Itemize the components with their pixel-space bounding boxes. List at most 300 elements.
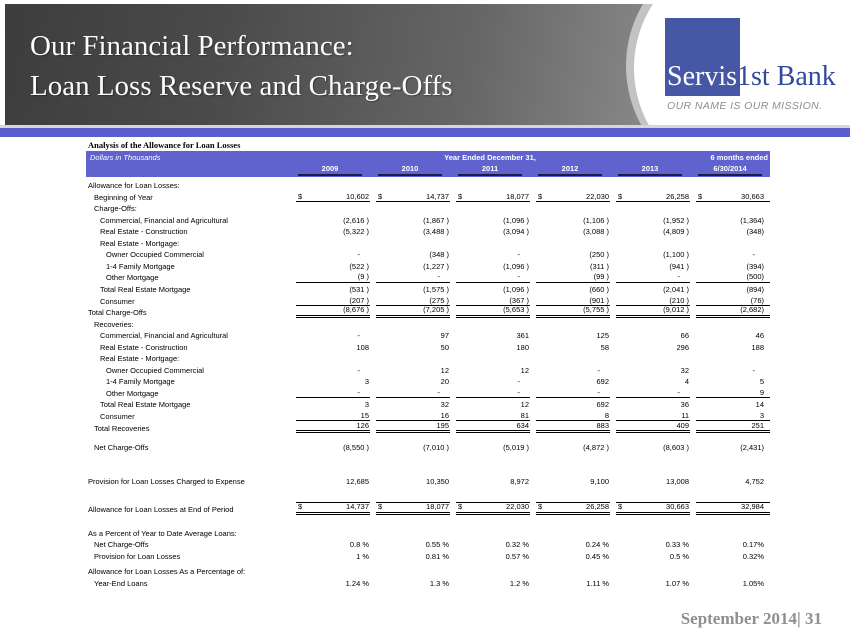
cell-value: (76) xyxy=(750,295,764,305)
table-cell-slot xyxy=(450,332,530,341)
table-cell xyxy=(536,367,610,376)
slide-title xyxy=(30,26,453,106)
cell-value: - xyxy=(517,387,520,397)
table-cell-slot xyxy=(610,378,690,387)
table-row xyxy=(86,410,770,422)
cell-value: 1.07 % xyxy=(665,579,689,589)
table-cell-slot xyxy=(450,217,530,226)
table-cell xyxy=(296,193,370,203)
table-row xyxy=(86,214,770,226)
table-cell-slot xyxy=(610,401,690,410)
cell-value: 409 xyxy=(676,420,689,430)
table-spacer xyxy=(86,453,770,475)
table-cell xyxy=(536,422,610,434)
row-label: Year-End Loans xyxy=(94,579,148,589)
cell-value: 15 xyxy=(360,410,369,420)
table-cell-slot xyxy=(370,389,450,399)
table-cell-slot xyxy=(530,401,610,410)
cell-value: 188 xyxy=(751,342,764,352)
slide-title-line2: Loan Loss Reserve and Charge-Offs xyxy=(30,70,453,102)
cell-value: (3,488 ) xyxy=(423,227,449,237)
table-cell-slot xyxy=(610,286,690,295)
row-label: Allowance for Loan Losses: xyxy=(88,181,180,191)
table-cell-slot xyxy=(290,306,370,318)
table-cell xyxy=(696,378,770,387)
cell-value: (500) xyxy=(746,272,764,282)
table-cell xyxy=(296,228,370,237)
cell-value: 5 xyxy=(759,377,764,387)
table-cell-slot xyxy=(290,389,370,399)
table-cell xyxy=(536,553,610,562)
cell-value: (5,019 ) xyxy=(503,443,529,453)
table-cell-slot xyxy=(610,228,690,237)
table-cell xyxy=(296,332,370,341)
table-cell xyxy=(536,344,610,353)
table-cell-slot xyxy=(690,306,770,318)
cell-value: (4,872 ) xyxy=(583,443,609,453)
table-cell-slot xyxy=(690,217,770,226)
cell-value: 8 xyxy=(604,410,609,420)
table-cell xyxy=(696,422,770,434)
row-label: As a Percent of Year to Date Average Loans: xyxy=(88,528,237,538)
six-months-ended-header: 6 months ended xyxy=(710,153,768,162)
column-header-2010 xyxy=(370,164,450,177)
row-label: Total Charge-Offs xyxy=(88,308,147,318)
table-row xyxy=(86,364,770,376)
table-row xyxy=(86,260,770,272)
table-cell-slot xyxy=(290,273,370,283)
cell-value: 66 xyxy=(680,331,689,341)
cell-value: - xyxy=(677,387,680,397)
table-row xyxy=(86,387,770,399)
table-row xyxy=(86,538,770,550)
table-cell-slot xyxy=(370,263,450,272)
bank-logo-tagline: OUR NAME IS OUR MISSION. xyxy=(667,100,823,112)
table-cell xyxy=(456,422,530,434)
table-cell xyxy=(456,478,530,487)
table-cell xyxy=(536,263,610,272)
table-cell xyxy=(296,389,370,399)
table-cell xyxy=(536,273,610,283)
bank-logo-name-servis: Servis xyxy=(667,61,737,92)
table-cell xyxy=(376,344,450,353)
cell-value: (367 ) xyxy=(509,295,529,305)
table-cell-slot xyxy=(610,541,690,550)
table-cell-slot xyxy=(690,478,770,487)
table-cell xyxy=(296,263,370,272)
table-cell-slot xyxy=(690,502,770,515)
cell-value: 692 xyxy=(596,377,609,387)
cell-value: - xyxy=(597,387,600,397)
table-cell-slot xyxy=(530,444,610,453)
cell-value: 4,752 xyxy=(745,476,764,486)
cell-value: (7,205 ) xyxy=(423,305,449,315)
table-spacer xyxy=(86,515,770,527)
cell-value: (1,096 ) xyxy=(503,261,529,271)
table-cell-slot xyxy=(450,344,530,353)
table-cell-slot xyxy=(370,286,450,295)
table-cell xyxy=(296,217,370,226)
table-cell xyxy=(696,286,770,295)
cell-value: 108 xyxy=(356,342,369,352)
accent-bar xyxy=(0,125,850,137)
table-cell xyxy=(616,401,690,410)
cell-value: 0.17% xyxy=(742,540,764,550)
cell-value: 195 xyxy=(436,420,449,430)
table-cell-slot xyxy=(610,478,690,487)
table-cell xyxy=(456,580,530,589)
table-cell-slot xyxy=(690,389,770,399)
cell-value: 0.81 % xyxy=(425,551,449,561)
cell-value: (2,682) xyxy=(740,305,764,315)
dollar-sign: $ xyxy=(618,191,623,201)
cell-value: 0.32 % xyxy=(505,540,529,550)
dollar-sign: $ xyxy=(378,502,383,512)
slide-footer: September 2014| 31 xyxy=(680,609,822,628)
cell-value: (8,603 ) xyxy=(663,443,689,453)
row-label: Other Mortgage xyxy=(106,388,159,398)
table-header-band xyxy=(86,151,770,177)
cell-value: 0.57 % xyxy=(505,551,529,561)
table-row xyxy=(86,306,770,318)
cell-value: 97 xyxy=(440,331,449,341)
cell-value: (8,550 ) xyxy=(343,443,369,453)
cell-value: 81 xyxy=(520,410,529,420)
table-cell xyxy=(376,541,450,550)
cell-value: 1 % xyxy=(356,551,369,561)
table-cell-slot xyxy=(450,263,530,272)
table-row xyxy=(86,179,770,191)
cell-value: 9 xyxy=(759,387,764,397)
table-cell xyxy=(296,367,370,376)
table-cell xyxy=(616,193,690,203)
table-cell xyxy=(536,378,610,387)
row-label: Provision for Loan Losses Charged to Expense xyxy=(88,476,245,486)
table-cell xyxy=(456,251,530,260)
cell-value: (2,616 ) xyxy=(343,215,369,225)
table-cell-slot xyxy=(450,541,530,550)
table-cell-slot xyxy=(450,273,530,283)
table-cell-slot xyxy=(450,251,530,260)
table-cell-slot xyxy=(370,344,450,353)
row-label: 1-4 Family Mortgage xyxy=(106,377,175,387)
table-cell xyxy=(616,367,690,376)
table-cell-slot xyxy=(610,502,690,515)
table-cell-slot xyxy=(450,502,530,515)
table-cell xyxy=(296,401,370,410)
table-cell xyxy=(456,263,530,272)
row-label: Owner Occupied Commercial xyxy=(106,250,204,260)
table-cell-slot xyxy=(370,553,450,562)
table-row xyxy=(86,248,770,260)
cell-value: (8,676 ) xyxy=(343,305,369,315)
table-cell xyxy=(696,251,770,260)
table-cell xyxy=(536,217,610,226)
table-cell-slot xyxy=(530,273,610,283)
cell-value: - xyxy=(517,272,520,282)
table-cell-slot xyxy=(530,422,610,434)
table-cell xyxy=(376,389,450,399)
table-cell xyxy=(376,228,450,237)
cell-value: (2,431) xyxy=(740,443,764,453)
column-header-label: 2012 xyxy=(538,164,602,176)
cell-value: 32 xyxy=(680,365,689,375)
table-cell xyxy=(696,228,770,237)
row-label: Real Estate - Mortgage: xyxy=(100,354,180,364)
table-cell-slot xyxy=(450,228,530,237)
table-cell xyxy=(296,541,370,550)
table-cell xyxy=(536,389,610,399)
table-cell xyxy=(616,580,690,589)
table-cell xyxy=(456,389,530,399)
table-cell-slot xyxy=(530,378,610,387)
table-cell-slot xyxy=(610,306,690,318)
table-cell-slot xyxy=(610,332,690,341)
table-row xyxy=(86,318,770,330)
table-cell-slot xyxy=(530,217,610,226)
table-cell xyxy=(616,478,690,487)
cell-value: (3,088 ) xyxy=(583,227,609,237)
cell-value: 180 xyxy=(516,342,529,352)
table-header-row-1 xyxy=(86,151,770,164)
cell-value: (250 ) xyxy=(589,250,609,260)
table-cell-slot xyxy=(370,422,450,434)
table-cell-slot xyxy=(290,422,370,434)
table-row xyxy=(86,527,770,539)
table-cell xyxy=(456,444,530,453)
cell-value: 0.5 % xyxy=(669,551,689,561)
cell-value: (1,867 ) xyxy=(423,215,449,225)
table-cell xyxy=(696,401,770,410)
cell-value: - xyxy=(752,365,755,375)
cell-value: (348 ) xyxy=(429,250,449,260)
cell-value: 22,030 xyxy=(506,502,529,512)
table-cell-slot xyxy=(450,444,530,453)
row-label: Net Charge-Offs xyxy=(94,540,149,550)
table-cell-slot xyxy=(610,444,690,453)
table-cell-slot xyxy=(530,251,610,260)
table-row xyxy=(86,441,770,453)
table-cell xyxy=(616,378,690,387)
cell-value: (5,322 ) xyxy=(343,227,369,237)
column-header-2013 xyxy=(610,164,690,177)
table-cell-slot xyxy=(690,344,770,353)
table-cell xyxy=(696,306,770,318)
table-cell-slot xyxy=(610,422,690,434)
row-label: Provision for Loan Losses xyxy=(94,551,181,561)
cell-value: 125 xyxy=(596,331,609,341)
cell-value: 8,972 xyxy=(510,476,529,486)
table-cell xyxy=(536,306,610,318)
table-cell xyxy=(376,251,450,260)
cell-value: 12,685 xyxy=(346,476,369,486)
table-cell xyxy=(296,444,370,453)
cell-value: 30,663 xyxy=(741,191,764,201)
cell-value: - xyxy=(437,387,440,397)
cell-value: 1.05% xyxy=(742,579,764,589)
cell-value: 4 xyxy=(684,377,689,387)
table-row xyxy=(86,225,770,237)
table-cell-slot xyxy=(610,580,690,589)
cell-value: 20 xyxy=(440,377,449,387)
table-cell xyxy=(376,478,450,487)
row-label: Allowance for Loan Losses at End of Period xyxy=(88,505,234,515)
table-cell xyxy=(296,306,370,318)
cell-value: - xyxy=(357,387,360,397)
table-cell-slot xyxy=(530,228,610,237)
row-label: Beginning of Year xyxy=(94,192,153,202)
table-cell-slot xyxy=(370,228,450,237)
dollars-in-thousands-label: Dollars in Thousands xyxy=(90,153,161,162)
cell-value: (394) xyxy=(746,261,764,271)
table-cell xyxy=(456,344,530,353)
table-cell xyxy=(456,217,530,226)
cell-value: 18,077 xyxy=(426,502,449,512)
table-cell xyxy=(376,444,450,453)
table-cell-slot xyxy=(370,580,450,589)
table-cell xyxy=(296,422,370,434)
table-row xyxy=(86,550,770,562)
table-row xyxy=(86,421,770,433)
table-cell-slot xyxy=(450,389,530,399)
cell-value: 1.2 % xyxy=(509,579,529,589)
table-cell xyxy=(376,502,450,515)
cell-value: 251 xyxy=(751,420,764,430)
table-cell xyxy=(456,401,530,410)
row-label: Recoveries: xyxy=(94,319,134,329)
table-cell-slot xyxy=(610,273,690,283)
table-cell-slot xyxy=(610,367,690,376)
column-header-label: 2010 xyxy=(378,164,442,176)
table-cell xyxy=(696,367,770,376)
table-cell-slot xyxy=(450,378,530,387)
table-cell-slot xyxy=(610,344,690,353)
table-cell-slot xyxy=(610,193,690,203)
table-cell xyxy=(696,344,770,353)
row-label: Net Charge-Offs xyxy=(94,443,149,453)
table-row xyxy=(86,577,770,589)
cell-value: (9,012 ) xyxy=(663,305,689,315)
cell-value: (5,755 ) xyxy=(583,305,609,315)
table-cell xyxy=(456,541,530,550)
row-label: Charge-Offs: xyxy=(94,204,137,214)
table-cell xyxy=(376,422,450,434)
cell-value: (1,106 ) xyxy=(583,215,609,225)
cell-value: (1,227 ) xyxy=(423,261,449,271)
table-cell-slot xyxy=(370,273,450,283)
cell-value: - xyxy=(437,272,440,282)
table-cell-slot xyxy=(530,553,610,562)
cell-value: - xyxy=(357,365,360,375)
table-cell-slot xyxy=(370,444,450,453)
row-label: Commercial, Financial and Agricultural xyxy=(100,331,228,341)
cell-value: 30,663 xyxy=(666,502,689,512)
cell-value: (348) xyxy=(746,227,764,237)
table-cell xyxy=(296,502,370,515)
table-cell-slot xyxy=(690,401,770,410)
cell-value: 50 xyxy=(440,342,449,352)
cell-value: 0.45 % xyxy=(585,551,609,561)
table-cell xyxy=(616,553,690,562)
cell-value: (3,094 ) xyxy=(503,227,529,237)
table-row xyxy=(86,341,770,353)
table-cell xyxy=(696,273,770,283)
table-cell xyxy=(616,217,690,226)
table-row xyxy=(86,475,770,487)
table-cell-slot xyxy=(690,422,770,434)
table-cell xyxy=(536,541,610,550)
table-cell-slot xyxy=(690,193,770,203)
table-cell xyxy=(456,332,530,341)
cell-value: 0.24 % xyxy=(585,540,609,550)
table-cell xyxy=(296,251,370,260)
table-cell-slot xyxy=(530,478,610,487)
table-cell xyxy=(616,444,690,453)
cell-value: (311 ) xyxy=(589,261,609,271)
table-cell xyxy=(616,541,690,550)
table-cell xyxy=(296,580,370,589)
table-cell-slot xyxy=(610,553,690,562)
cell-value: 3 xyxy=(364,377,369,387)
table-row xyxy=(86,561,770,577)
table-cell-slot xyxy=(290,444,370,453)
table-cell xyxy=(616,332,690,341)
table-cell xyxy=(616,344,690,353)
cell-value: 58 xyxy=(600,342,609,352)
table-cell xyxy=(536,478,610,487)
table-cell-slot xyxy=(370,367,450,376)
cell-value: 1.24 % xyxy=(345,579,369,589)
table-cell-slot xyxy=(530,541,610,550)
cell-value: (894) xyxy=(746,284,764,294)
dollar-sign: $ xyxy=(698,191,703,201)
table-cell-slot xyxy=(290,580,370,589)
table-row xyxy=(86,398,770,410)
column-header-2011 xyxy=(450,164,530,177)
table-cell-slot xyxy=(290,553,370,562)
cell-value: 13,008 xyxy=(666,476,689,486)
cell-value: 634 xyxy=(516,420,529,430)
table-cell xyxy=(456,367,530,376)
cell-value: (210 ) xyxy=(669,295,689,305)
table-cell xyxy=(616,306,690,318)
table-cell xyxy=(616,502,690,515)
table-row xyxy=(86,503,770,515)
table-cell xyxy=(296,344,370,353)
table-cell-slot xyxy=(290,251,370,260)
table-cell xyxy=(696,553,770,562)
table-cell xyxy=(296,478,370,487)
dollar-sign: $ xyxy=(458,191,463,201)
table-cell xyxy=(536,286,610,295)
table-cell-slot xyxy=(530,286,610,295)
table-cell-slot xyxy=(450,580,530,589)
row-label: Commercial, Financial and Agricultural xyxy=(100,215,228,225)
table-cell-slot xyxy=(530,263,610,272)
cell-value: 12 xyxy=(520,400,529,410)
table-cell xyxy=(536,444,610,453)
table-cell-slot xyxy=(530,367,610,376)
table-cell xyxy=(696,580,770,589)
table-cell xyxy=(376,273,450,283)
table-cell xyxy=(616,389,690,399)
dollar-sign: $ xyxy=(458,502,463,512)
table-cell xyxy=(536,502,610,515)
table-cell-slot xyxy=(450,401,530,410)
cell-value: 12 xyxy=(520,365,529,375)
cell-value: - xyxy=(597,365,600,375)
dollar-sign: $ xyxy=(298,191,303,201)
